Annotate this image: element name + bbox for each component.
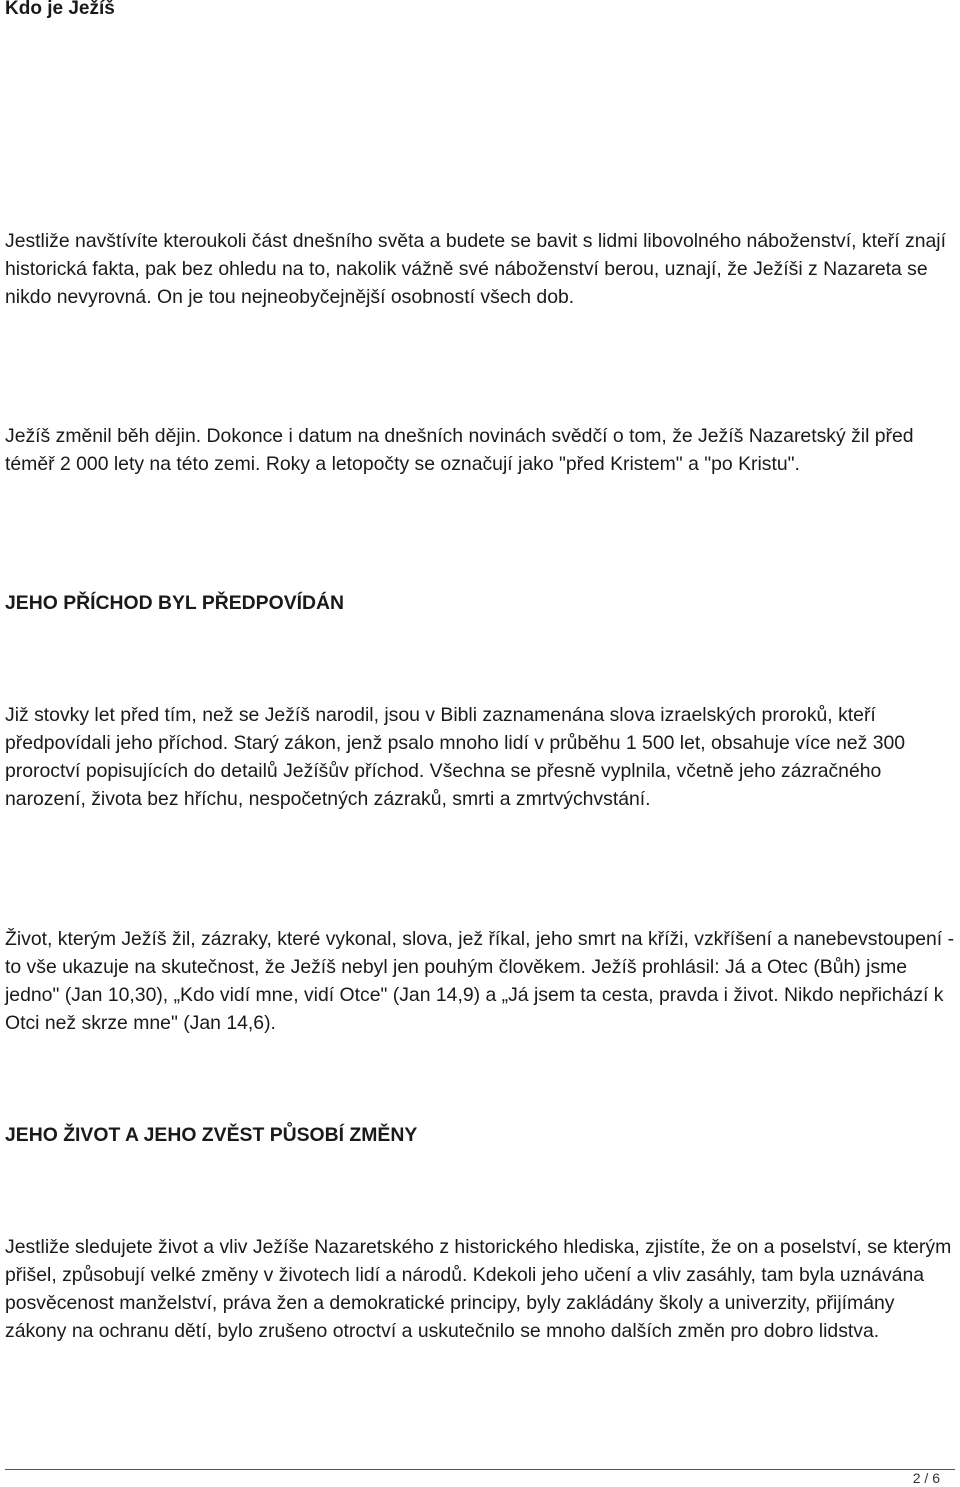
section-heading-prophecy: JEHO PŘÍCHOD BYL PŘEDPOVÍDÁN bbox=[5, 592, 345, 614]
paragraph-intro: Jestliže navštívíte kteroukoli část dnešního světa a budete se bavit s lidmi libovolného náboženství, kteří znají historická fakta, pak bez ohledu na to, nakolik vážně své náboženství berou, uznají, že Ježíši z Nazareta se nikdo nevyrovná. On je tou nejneobyčejnější osobností všech dob. bbox=[5, 230, 946, 308]
footer-divider bbox=[5, 1469, 955, 1470]
document-title: Kdo je Ježíš bbox=[5, 0, 115, 19]
paragraph-life: Život, kterým Ježíš žil, zázraky, které vykonal, slova, jež říkal, jeho smrt na kříži, vzkříšení a nanebevstoupení - to vše ukazuje na skutečnost, že Ježíš nebyl jen pouhým člověkem. Ježíš prohlásil: Já a Otec (Bůh) jsme jedno" (Jan 10,30), „Kdo vidí mne, vidí Otce" (Jan 14,9) a „Já jsem ta cesta, pravda i život. Nikdo nepřichází k Otci než skrze mne" (Jan 14,6). bbox=[5, 928, 955, 1034]
paragraph-prophecy: Již stovky let před tím, než se Ježíš narodil, jsou v Bibli zaznamenána slova izraelských proroků, kteří předpovídali jeho příchod. Starý zákon, jenž psalo mnoho lidí v průběhu 1 500 let, obsahuje více než 300 proroctví popisujících do detailů Ježíšův příchod. Všechna se přesně vyplnila, včetně jeho zázračného narození, života bez hříchu, nespočetných zázraků, smrti a zmrtvýchvstání. bbox=[5, 704, 906, 810]
paragraph-influence: Jestliže sledujete život a vliv Ježíše Nazaretského z historického hlediska, zjistíte, že on a poselství, se kterým přišel, způsobují velké změny v životech lidí a národů. Kdekoli jeho učení a vliv zasáhly, tam byla uznávána posvěcenost manželství, práva žen a demokratické principy, byly zakládány školy a univerzity, přijímány zákony na ochranu dětí, bylo zrušeno otroctví a uskutečnilo se mnoho dalších změn pro dobro lidstva. bbox=[5, 1236, 952, 1342]
page-number: 2 / 6 bbox=[912, 1470, 940, 1486]
section-heading-change: JEHO ŽIVOT A JEHO ZVĚST PŮSOBÍ ZMĚNY bbox=[5, 1124, 418, 1146]
paragraph-history: Ježíš změnil běh dějin. Dokonce i datum na dnešních novinách svědčí o tom, že Ježíš Nazaretský žil před téměř 2 000 lety na této zemi. Roky a letopočty se označují jako "před Kristem" a "po Kristu". bbox=[5, 425, 914, 475]
